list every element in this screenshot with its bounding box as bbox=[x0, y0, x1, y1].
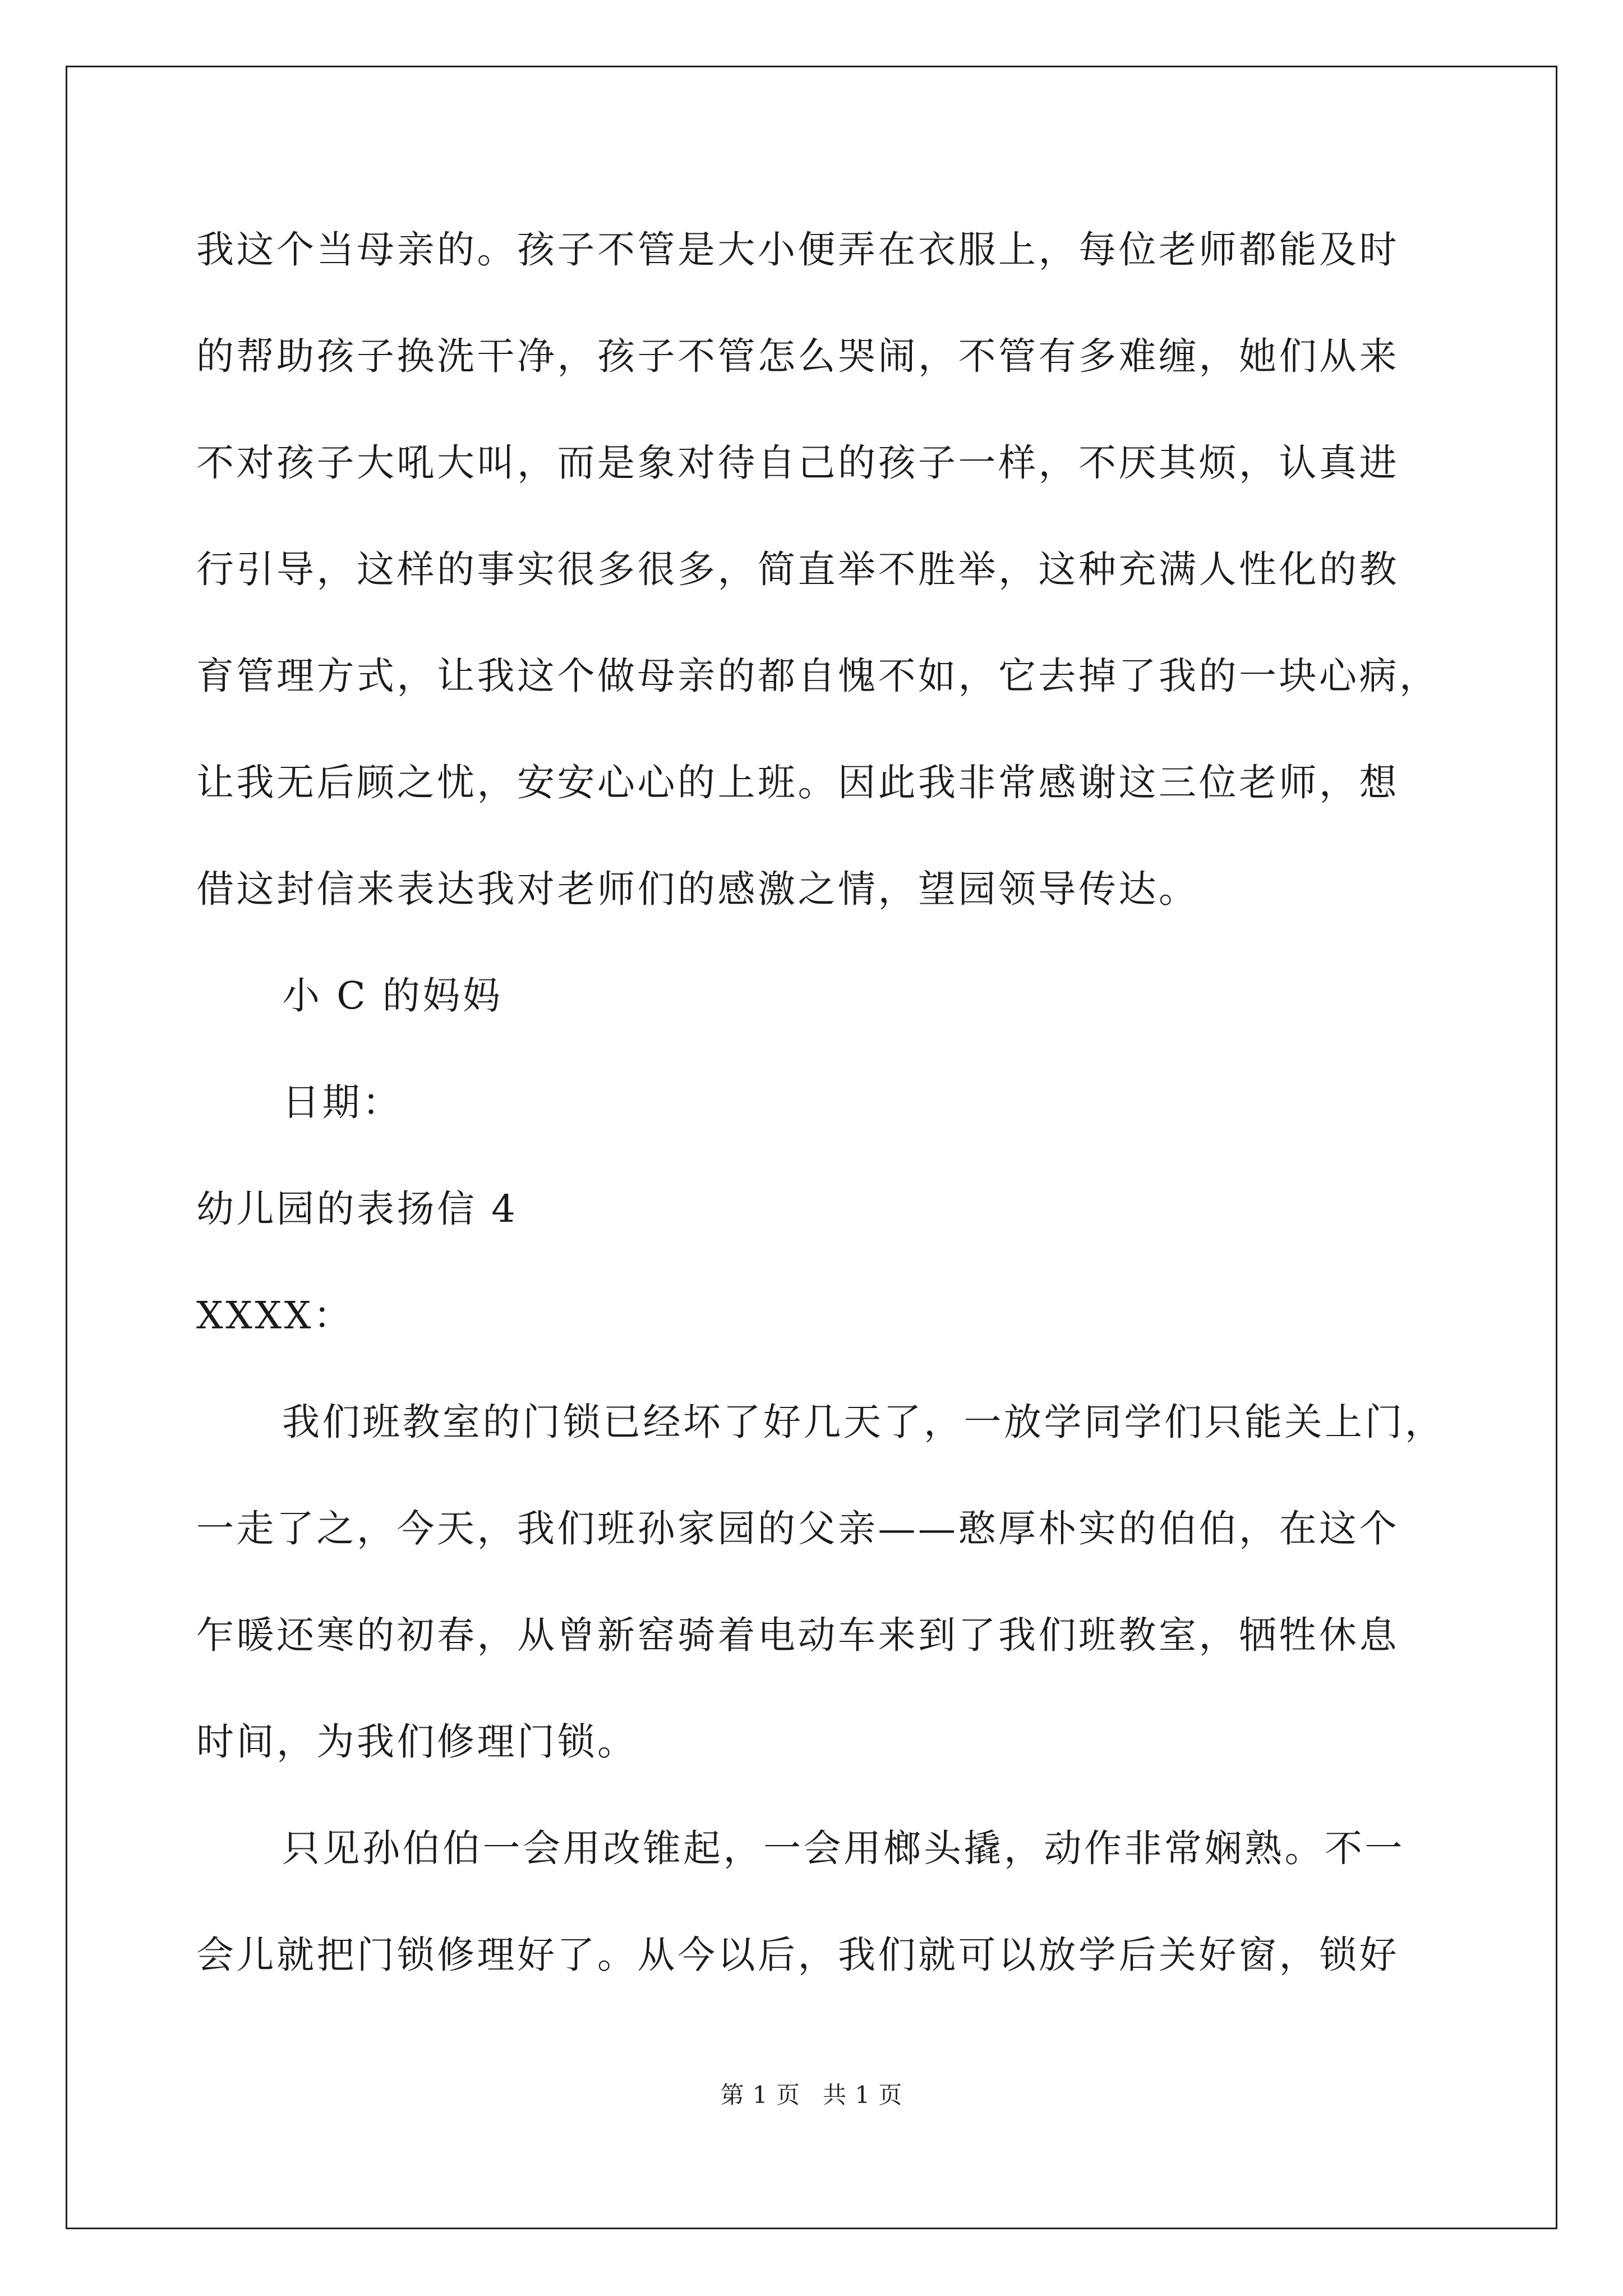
text-line: 育管理方式，让我这个做母亲的都自愧不如，它去掉了我的一块心病， bbox=[196, 654, 1440, 698]
text-line: 的帮助孩子换洗干净，孩子不管怎么哭闹，不管有多难缠，她们从来 bbox=[196, 334, 1399, 378]
section-heading: 幼儿园的表扬信 4 bbox=[196, 1187, 518, 1231]
text-line: 时间，为我们修理门锁。 bbox=[196, 1720, 638, 1764]
text-line: 一走了之，今天，我们班孙家园的父亲——憨厚朴实的伯伯，在这个 bbox=[196, 1507, 1399, 1550]
text-line: 只见孙伯伯一会用改锥起，一会用榔头撬，动作非常娴熟。不一 bbox=[282, 1826, 1405, 1870]
page-number: 第 1 页 bbox=[720, 2081, 800, 2109]
salutation: XXXX： bbox=[196, 1294, 354, 1337]
page-footer bbox=[0, 2081, 1623, 2109]
page-border bbox=[66, 66, 1557, 2229]
text-line: 行引导，这样的事实很多很多，简直举不胜举，这种充满人性化的教 bbox=[196, 547, 1399, 591]
text-line: 会儿就把门锁修理好了。从今以后，我们就可以放学后关好窗，锁好 bbox=[196, 1933, 1399, 1977]
text-line: 我们班教室的门锁已经坏了好几天了，一放学同学们只能关上门， bbox=[282, 1400, 1445, 1444]
text-line: 让我无后顾之忧，安安心心的上班。因此我非常感谢这三位老师，想 bbox=[196, 761, 1399, 804]
text-line: 我这个当母亲的。孩子不管是大小便弄在衣服上，每位老师都能及时 bbox=[196, 228, 1399, 272]
text-line: 不对孩子大吼大叫，而是象对待自己的孩子一样，不厌其烦，认真进 bbox=[196, 441, 1399, 485]
signature-line: 小 C 的妈妈 bbox=[282, 974, 503, 1018]
date-line: 日期： bbox=[282, 1080, 403, 1124]
text-line: 借这封信来表达我对老师们的感激之情，望园领导传达。 bbox=[196, 867, 1199, 911]
text-line: 乍暖还寒的初春，从曾新窑骑着电动车来到了我们班教室，牺牲休息 bbox=[196, 1613, 1399, 1657]
page-total: 共 1 页 bbox=[823, 2081, 903, 2109]
